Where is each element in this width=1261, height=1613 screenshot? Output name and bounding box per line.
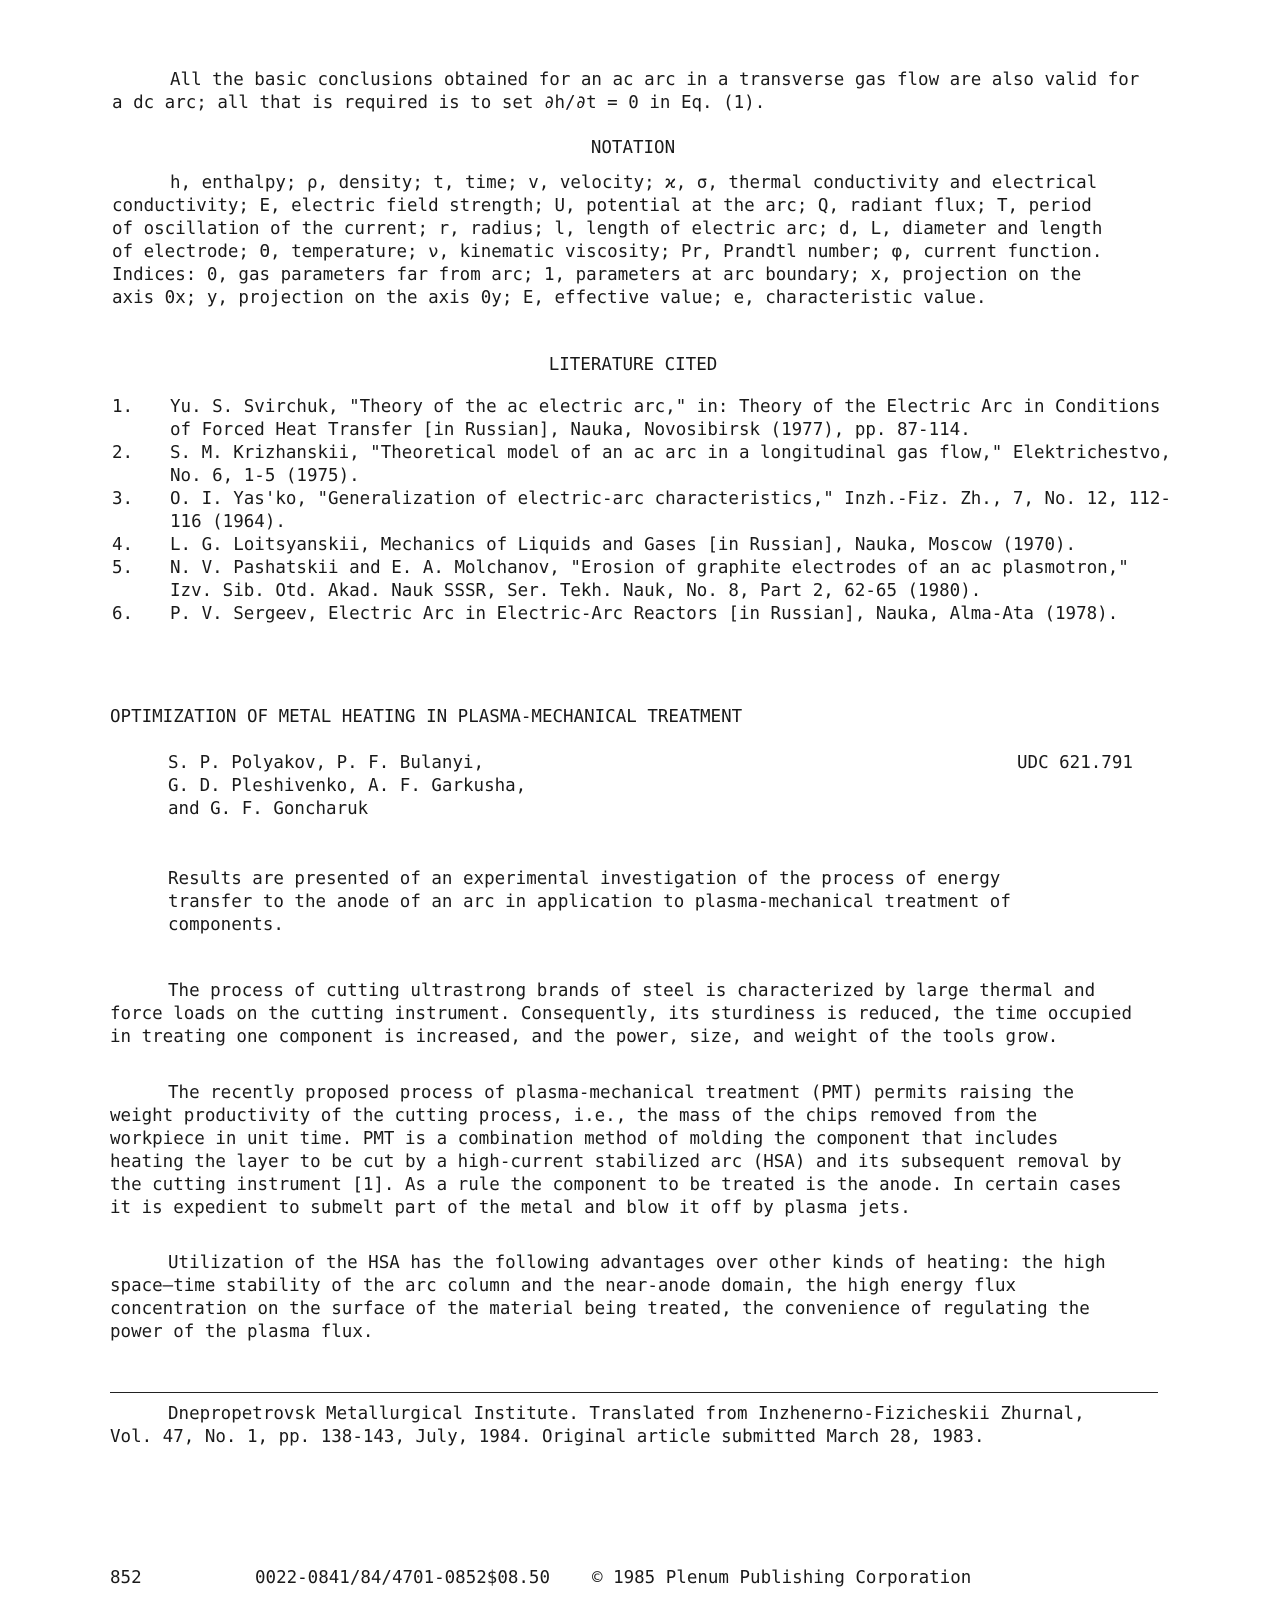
article-authors <box>168 752 768 821</box>
reference-text: Yu. S. Svirchuk, "Theory of the ac electric arc," in: Theory of the Electric Arc in Conditions of Forced Heat Transfer [in Russian], Nauka, Novosibirsk (1977), pp. 87-114. <box>170 397 1161 440</box>
reference-item <box>112 396 1172 442</box>
footnote: Dnepropetrovsk Metallurgical Institute. Translated from Inzhenerno-Fizicheskii Zhurnal, Vol. 47, No. 1, pp. 138-143, July, 1984. Original article submitted March 28, 1983. <box>110 1404 1085 1447</box>
reference-item <box>112 534 1172 557</box>
body-paragraph: The recently proposed process of plasma-mechanical treatment (PMT) permits raising the weight productivity of the cutting process, i.e., the mass of the chips removed from the workpiece in unit time. PMT is a combination method of molding the component that includes heating the layer to be cut by a high-current stabilized arc (HSA) and its subsequent removal by the cutting instrument [1]. As a rule the component to be treated is the anode. In certain cases it is expedient to submelt part of the metal and blow it off by plasma jets. <box>110 1083 1122 1218</box>
author-line: S. P. Polyakov, P. F. Bulanyi, <box>168 753 485 773</box>
reference-number: 2. <box>112 443 134 463</box>
reference-text: N. V. Pashatskii and E. A. Molchanov, "Erosion of graphite electrodes of an ac plasmotron," Izv. Sib. Otd. Akad. Nauk SSSR, Ser. Tekh. Nauk, No. 8, Part 2, 62-65 (1980). <box>170 558 1129 601</box>
reference-item <box>112 557 1172 603</box>
reference-number: 5. <box>112 558 134 578</box>
reference-item <box>112 603 1172 626</box>
reference-number: 3. <box>112 489 134 509</box>
page-number: 852 <box>110 1568 142 1588</box>
reference-number: 1. <box>112 397 134 417</box>
author-line: G. D. Pleshivenko, A. F. Garkusha, <box>168 776 527 796</box>
reference-number: 6. <box>112 604 134 624</box>
footnote-divider <box>110 1392 1158 1393</box>
reference-text: O. I. Yas'ko, "Generalization of electric-arc characteristics," Inzh.-Fiz. Zh., 7, No. 12, 112-116 (1964). <box>170 489 1171 532</box>
body-paragraph: Utilization of the HSA has the following advantages over other kinds of heating: the high space—time stability of the arc column and the near-anode domain, the high energy flux concentration on the surface of the material being treated, the convenience of regulating the power of the plasma flux. <box>110 1253 1106 1342</box>
reference-number: 4. <box>112 535 134 555</box>
literature-heading: LITERATURE CITED <box>548 355 718 375</box>
copyright-notice: © 1985 Plenum Publishing Corporation <box>592 1568 972 1588</box>
reference-list <box>112 396 1172 626</box>
author-line: and G. F. Goncharuk <box>168 799 369 819</box>
udc-code: UDC 621.791 <box>1017 753 1133 773</box>
reference-text: S. M. Krizhanskii, "Theoretical model of an ac arc in a longitudinal gas flow," Elektrichestvo, No. 6, 1-5 (1975). <box>170 443 1171 486</box>
reference-text: L. G. Loitsyanskii, Mechanics of Liquids and Gases [in Russian], Nauka, Moscow (1970). <box>170 535 1077 555</box>
body-paragraph: The process of cutting ultrastrong brands of steel is characterized by large thermal and force loads on the cutting instrument. Consequently, its sturdiness is reduced, the time occupied in treating one component is increased, and the power, size, and weight of the tools grow. <box>110 981 1132 1047</box>
reference-item <box>112 488 1172 534</box>
reference-text: P. V. Sergeev, Electric Arc in Electric-Arc Reactors [in Russian], Nauka, Alma-Ata (1978). <box>170 604 1119 624</box>
article-abstract: Results are presented of an experimental investigation of the process of energy transfer to the anode of an arc in application to plasma-mechanical treatment of components. <box>168 869 1011 935</box>
article-title: OPTIMIZATION OF METAL HEATING IN PLASMA-MECHANICAL TREATMENT <box>110 707 743 727</box>
notation-heading: NOTATION <box>590 138 676 158</box>
reference-item <box>112 442 1172 488</box>
article-code: 0022-0841/84/4701-0852$08.50 <box>255 1568 551 1588</box>
intro-paragraph: All the basic conclusions obtained for an ac arc in a transverse gas flow are also valid for a dc arc; all that is required is to set ∂h/∂t = 0 in Eq. (1). <box>112 70 1140 113</box>
notation-text: h, enthalpy; ρ, density; t, time; v, velocity; ϰ, σ, thermal conductivity and electrical conductivity; E, electric field strength; U, potential at the arc; Q, radiant flux; T, period of oscillation of the current; r, radius; l, length of electric arc; d, L, diameter and length of electrode; Θ, temperature; ν, kinematic viscosity; Pr, Prandtl number; φ, current function. Indices: 0, gas parameters far from arc; 1, parameters at arc boundary; x, projection on the axis 0x; y, projection on the axis 0y; E, effective value; e, characteristic value. <box>112 173 1103 308</box>
